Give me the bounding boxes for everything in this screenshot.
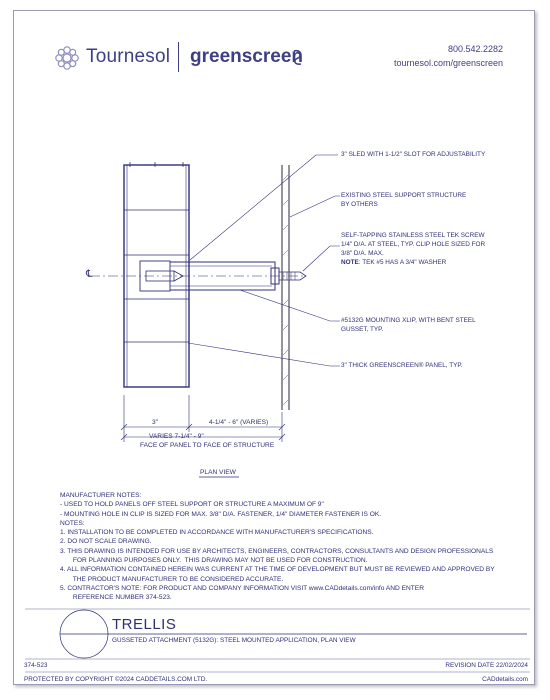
callout-steel-structure-2: BY OTHERS	[341, 201, 378, 208]
caddetails-link[interactable]: CADdetails.com	[482, 676, 528, 683]
dim-gap: 4-1/4" - 6" (VARIES)	[209, 419, 269, 426]
callout-sled: 3" SLED WITH 1-1/2" SLOT FOR ADJUSTABILITY	[341, 151, 486, 158]
note-line: - MOUNTING HOLE IN CLIP IS SIZED FOR MAX. 3/8" D/A. FASTENER, 1/4" DIAMETER FASTENER IS OK.	[60, 510, 382, 518]
note-line: FOR PLANNING PURPOSES ONLY. THIS DRAWING MAY NOT BE USED FOR CONSTRUCTION.	[60, 557, 368, 565]
callout-tek-screw-2: 1/4" D/A. AT STEEL, TYP. CLIP HOLE SIZED FOR	[341, 241, 486, 248]
note-line: NOTES:	[60, 519, 85, 527]
note-line: 3. THIS DRAWING IS INTENDED FOR USE BY ARCHITECTS, ENGINEERS, CONTRACTORS, CONSULTANTS AND DESIGN PROFESSIONALS	[60, 547, 494, 555]
steel-support-structure	[282, 165, 289, 410]
notes-block	[60, 491, 530, 603]
callout-panel: 3" THICK GREENSCREEN® PANEL, TYP.	[341, 362, 463, 369]
callout-note-label: NOTE	[341, 259, 359, 266]
website-url: tournesol.com/greenscreen	[393, 58, 503, 68]
note-line: REFERENCE NUMBER 374-523.	[60, 594, 172, 602]
callout-tek-screw-3: 3/8" D/A. MAX.	[341, 250, 384, 257]
revision-date: REVISION DATE 22/02/2024	[445, 662, 528, 669]
drawing-subtitle: GUSSETED ATTACHMENT (5132G): STEEL MOUNTED APPLICATION, PLAN VIEW	[112, 637, 356, 644]
phone-number: 800.542.2282	[447, 44, 503, 54]
note-line: 1. INSTALLATION TO BE COMPLETED IN ACCORDANCE WITH MANUFACTURER'S SPECIFICATIONS.	[60, 529, 374, 537]
brand-tournesol: Tournesol	[86, 46, 171, 67]
callout-tek-note	[341, 259, 446, 268]
drawing-title: TRELLIS	[112, 616, 177, 633]
copyright: PROTECTED BY COPYRIGHT ©2024 CADDETAILS.COM LTD.	[24, 676, 208, 683]
callout-tek-screw-1: SELF-TAPPING STAINLESS STEEL TEK SCREW	[341, 232, 485, 239]
note-line: 4. ALL INFORMATION CONTAINED HEREIN WAS CURRENT AT THE TIME OF DEVELOPMENT BUT MUST BE REVIEWED AND APPROVED BY	[60, 566, 495, 574]
dim-panel: 3"	[152, 419, 159, 426]
callout-steel-structure-1: EXISTING STEEL SUPPORT STRUCTURE	[341, 192, 467, 199]
brand-greenscreen: greenscreen	[190, 46, 304, 67]
dim-overall-2: FACE OF PANEL TO FACE OF STRUCTURE	[140, 442, 275, 449]
note-line: MANUFACTURER NOTES:	[60, 492, 142, 499]
callout-mounting-clip-2: GUSSET, TYP.	[341, 326, 384, 333]
callout-mounting-clip-1: #5132G MOUNTING XLIP, WITH BENT STEEL	[341, 317, 476, 324]
note-line: THE PRODUCT MANUFACTURER TO BE CONSIDERED ACCURATE.	[60, 575, 284, 583]
note-line: - USED TO HOLD PANELS OFF STEEL SUPPORT OR STRUCTURE A MAXIMUM OF 9"	[60, 501, 324, 509]
reference-number: 374-523	[24, 662, 48, 669]
view-label: PLAN VIEW	[200, 469, 236, 476]
centerline-symbol: ℄	[86, 269, 93, 280]
note-line: 5. CONTRACTOR'S NOTE: FOR PRODUCT AND COMPANY INFORMATION VISIT www.CADdetails.com/info AND ENTER	[60, 584, 424, 592]
note-line: 2. DO NOT SCALE DRAWING.	[60, 538, 152, 546]
dim-overall-1: VARIES 7-1/4" - 9"	[149, 433, 204, 440]
callout-note-text: : TEK #5 HAS A 3/4" WASHER	[358, 259, 447, 266]
